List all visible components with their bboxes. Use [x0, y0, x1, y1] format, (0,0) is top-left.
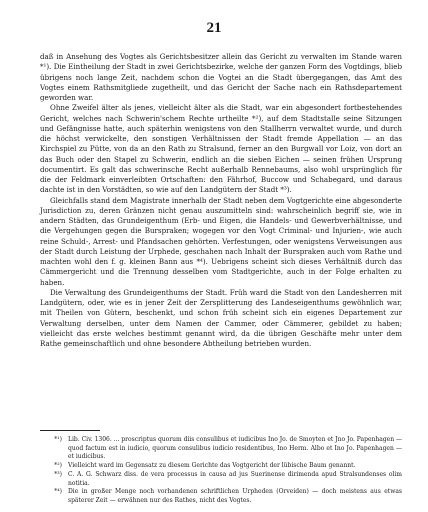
page-number: 21 — [206, 20, 222, 36]
footnote — [40, 436, 402, 462]
paragraph-magistrate-jurisdiction: Gleichfalls stand dem Magistrate innerhalb der Stadt neben dem Vogtgerichte eine abgesonderte Jurisdiction zu, deren Gränzen nicht genau auszumitteln sind: wahrscheinlich begriff sie, wie in andern Städten, das Grundeigenthum (Erb- und Eigen, die Handels- und Gewerbverhältnisse, und die Vergehungen gegen die Burspraken; wogegen vor den Vogt Criminal- und Injurien-, wie auch reine Schuld-, Arrest- und Pfandsachen gehörten. Verfestungen, oder wenigstens Verweisungen aus der Stadt durch Leistung der Urphede, geschahen nach Inhalt der Burspraken auch vom Rathe und machten wohl den f. g. kleinen Bann aus *⁴). Uebrigens scheint sich dieses Verhältniß durch das Cämmergericht und die Trennung desselben vom Stadtgerichte, auch in der Folge erhalten zu haben. — [40, 195, 402, 287]
footnote — [40, 471, 402, 488]
footnote-mark: *³) — [54, 470, 62, 478]
footnote-text: Vielleicht ward im Gegensatz zu diesem Gerichte das Vogtgericht der lübische Baum genannt. — [68, 462, 356, 470]
paragraph-schwerin-court: Ohne Zweifel älter als jenes, vielleicht älter als die Stadt, war ein abgesondert fortbestehendes Gericht, welches nach Schwerin'schem Rechte urtheilte *²), auf dem Stadtstalle seine Sitzungen und Gefängnisse hatte, auch späterhin wenigstens von den Stallherrn verwaltet wurde, und durch die höchst verwickelte, den sonstigen Verhältnissen der Stadt fremde Appellation — an das Kirchspiel zu Pütte, von da an den Rath zu Stralsund, ferner an den Burgwall vor Loiz, von dort an das Buch oder den Stapel zu Schwerin, endlich an die sieben Eichen — seinen frühen Ursprung documentirt. Es galt das schwerinsche Recht außerhalb Rennebaums, also wohl ursprünglich für die der Feldmark einverleibten Ortschaften: den Fährhof, Buccow und Schabegard, und daraus dachte ist in den Vorstädten, so wie auf den Landgütern der Stadt *³). — [40, 103, 402, 195]
footnote-text: Die in großer Menge noch vorhandenen schriftlichen Urpheden (Orveiden) — doch meistens aus etwas späterer Zeit — erwähnen nur des Rathes, nicht des Vogtes. — [68, 488, 402, 504]
footnotes — [40, 436, 402, 506]
paragraph-land-administration: Die Verwaltung des Grundeigenthums der Stadt. Früh ward die Stadt von den Landesherren mit Landgütern, oder, wie es in jener Zeit der Zersplitterung des Landeseigenthums gewöhnlich war, mit Theilen von Gütern, beschenkt, und schon früh scheint sich ein eigenes Departement zur Verwaltung derselben, unter dem Namen der Cammer, oder Cämmerer, gebildet zu haben; vielleicht das erste welches bestimmt genannt wird, da die übrigen Geschäfte mehr unter dem Rathe gemeinschaftlich und ohne besondere Abtheilung betrieben wurden. — [40, 287, 402, 348]
paragraph-court-districts: daß in Ansehung des Vogtes als Gerichtsbesitzer allein das Gericht zu verwalten im Stande waren *¹). Die Eintheilung der Stadt in zwei Gerichtsbezirke, welche der ganzen Form des Vogtdings, blieb übrigens noch lange Zeit, nachdem schon die Vogtei an die Stadt übergegangen, das Amt des Vogtes einem Rathsmitgliede zugetheilt, und das Gericht der Sache nach ein Rathsdepartement geworden war. — [40, 52, 402, 102]
footnote — [40, 462, 402, 471]
footnote-mark: *¹) — [54, 436, 62, 443]
body-text — [40, 52, 402, 349]
footnote-mark: *⁴) — [54, 488, 62, 496]
footnote-divider — [40, 430, 100, 431]
footnote-text: Lib. Civ. 1306. ... proscriptus quorum diis consulibus et iudicibus Ino Jo. de Smoyten et Jno Jo. Papenhagen — quod factum est in iudicio, quorum consulibus iudicio residentibus, Ino Herm. Albo et Ino Jo. Papenhagen — et iudicibus. — [68, 436, 402, 461]
footnote — [40, 488, 402, 505]
footnote-mark: *²) — [54, 462, 62, 470]
footnote-text: C. A. G. Schwarz diss. de vera processus in causa ad jus Suerinense dirimenda apud Stralsundenses olim notitia. — [68, 470, 402, 487]
